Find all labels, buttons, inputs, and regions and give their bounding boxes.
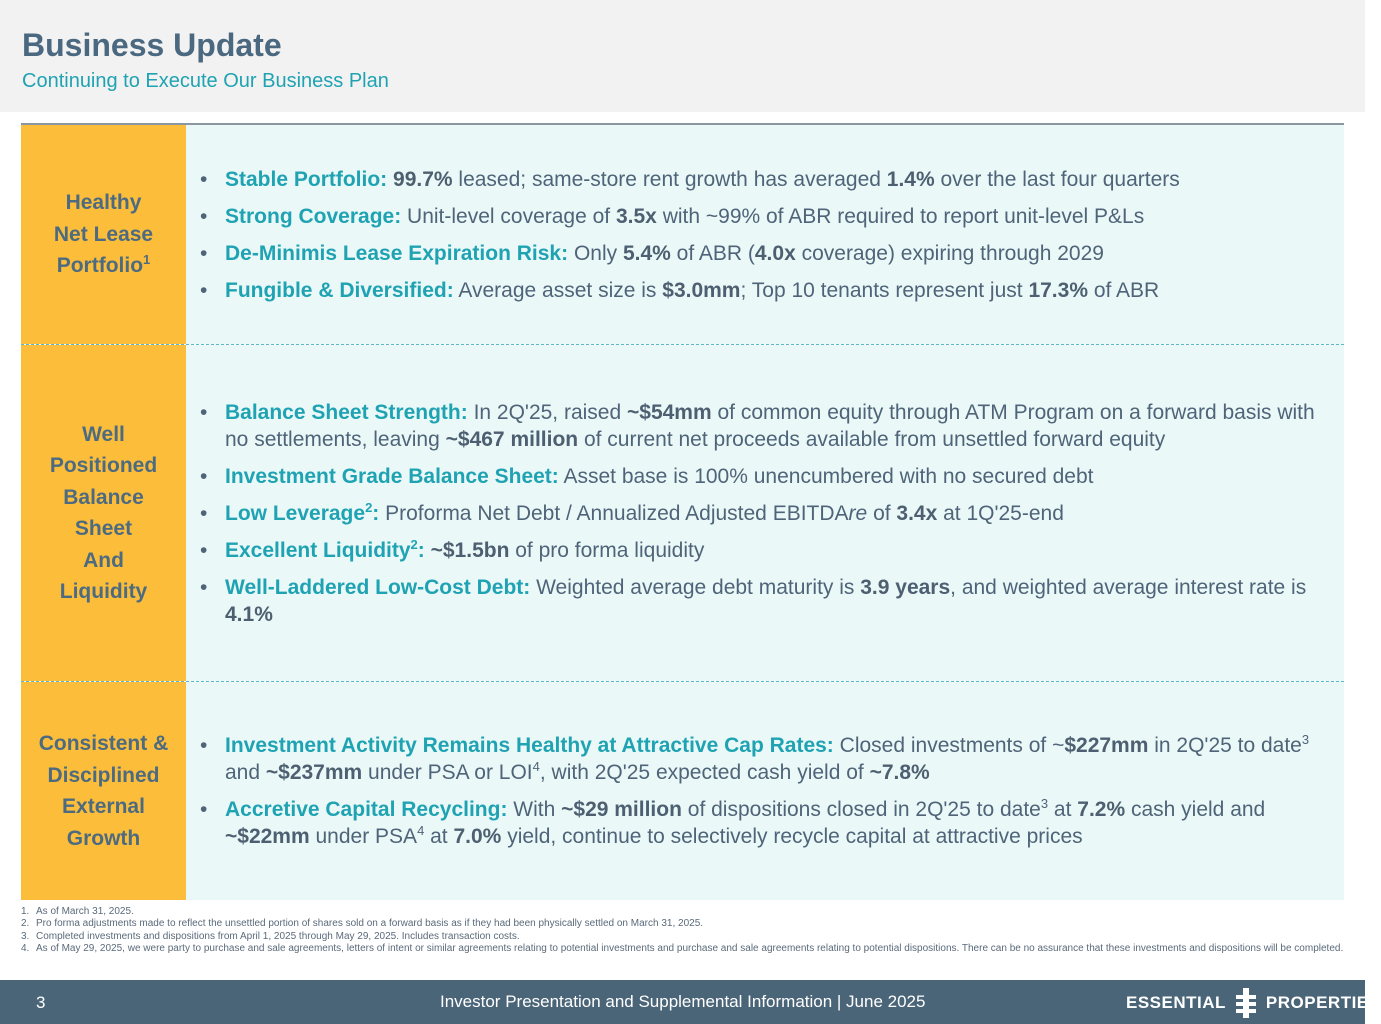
footer-text: Investor Presentation and Supplemental Information | June 2025 [440,992,926,1011]
header [0,0,1365,112]
logo-text-left: ESSENTIAL [1126,993,1226,1012]
footnote: 3. Completed investments and dispositions from April 1, 2025 through May 29, 2025. Includes transaction costs. [21,930,520,942]
business-update-table [21,123,1344,900]
label-line: Portfolio [56,254,144,278]
label-line: External [62,795,145,818]
row-label [21,125,186,344]
label-line: Healthy [65,191,142,215]
logo-mark-icon [1234,988,1258,1018]
label-line: Balance [63,485,144,509]
footer [0,980,1381,1024]
row-balance-sheet [21,344,1344,681]
logo-text-right: PROPERTIES [1265,993,1381,1012]
row-content [186,345,1344,681]
row-label [21,345,186,681]
bullet-item: • Fungible & Diversified: Average asset size is $3.0mm; Top 10 tenants represent just 17.3% of ABR [200,277,1332,304]
label-line: Consistent & [38,732,169,755]
row-healthy-portfolio [21,125,1344,344]
bullet-item: • Investment Activity Remains Healthy at Attractive Cap Rates: Closed investments of ~$227mm in 2Q'25 to date$^3$ and ~$237mm under PSA or LOI$^4$, with 2Q'25 expected cash yield of ~7.8% [200,732,1332,786]
label-line: Disciplined [47,763,160,787]
bullet-item: • Balance Sheet Strength: In 2Q'25, raised ~$54mm of common equity through ATM Program on a forward basis with no settlements, leaving ~$467 million of current net proceeds available from unsettled forward equity [200,399,1332,453]
footnote-ref: 1 [143,252,151,268]
row-content [186,125,1344,344]
footnote: 4. As of May 29, 2025, we were party to purchase and sale agreements, letters of intent or similar agreements relating to potential investments and purchase and sale agreements relating to potential dispositions. There can be no assurance that these investments and dispositions will be completed. [21,943,1344,955]
footnotes [21,906,1365,956]
bullet-item: • Well-Laddered Low-Cost Debt: Weighted average debt maturity is 3.9 years, and weighted average interest rate is 4.1% [200,574,1332,628]
label-line: Positioned [49,454,158,477]
label-line: Growth [66,826,141,850]
row-content [186,682,1344,900]
bullet-item: • Accretive Capital Recycling: With ~$29 million of dispositions closed in 2Q'25 to date$^3$ at 7.2% cash yield and ~$22mm under PSA$^4$ at 7.0% yield, continue to selectively recycle capital at attractive prices [200,796,1332,850]
bullet-item: • Stable Portfolio: 99.7% leased; same-store rent growth has averaged 1.4% over the last four quarters [200,166,1332,193]
footnote: 2. Pro forma adjustments made to reflect the unsettled portion of shares sold on a forward basis as if they had been physically settled on March 31, 2025. [21,918,704,930]
row-label [21,682,186,900]
footnote: 1. As of March 31, 2025. [21,906,134,917]
bullet-item: • De-Minimis Lease Expiration Risk: Only 5.4% of ABR (4.0x coverage) expiring through 2029 [200,240,1332,267]
label-line: Well [82,422,125,446]
row-external-growth [21,681,1344,900]
label-line: Net Lease [53,222,154,246]
page-subtitle: Continuing to Execute Our Business Plan [22,70,389,92]
company-logo [1126,988,1381,1018]
bullet-item: • Strong Coverage: Unit-level coverage of 3.5x with ~99% of ABR required to report unit-level P&Ls [200,203,1332,230]
label-line: And [83,548,124,572]
bullet-item: • Investment Grade Balance Sheet: Asset base is 100% unencumbered with no secured debt [200,463,1332,490]
page-number: 3 [36,993,46,1012]
label-line: Liquidity [59,580,148,603]
page-title: Business Update [22,27,282,63]
bullet-item: • Excellent Liquidity$^2$: ~$1.5bn of pro forma liquidity [200,537,1332,564]
bullet-item: • Low Leverage$^2$: Proforma Net Debt / Annualized Adjusted EBITDAre of 3.4x at 1Q'25-end [200,500,1332,527]
label-line: Sheet [74,517,133,540]
